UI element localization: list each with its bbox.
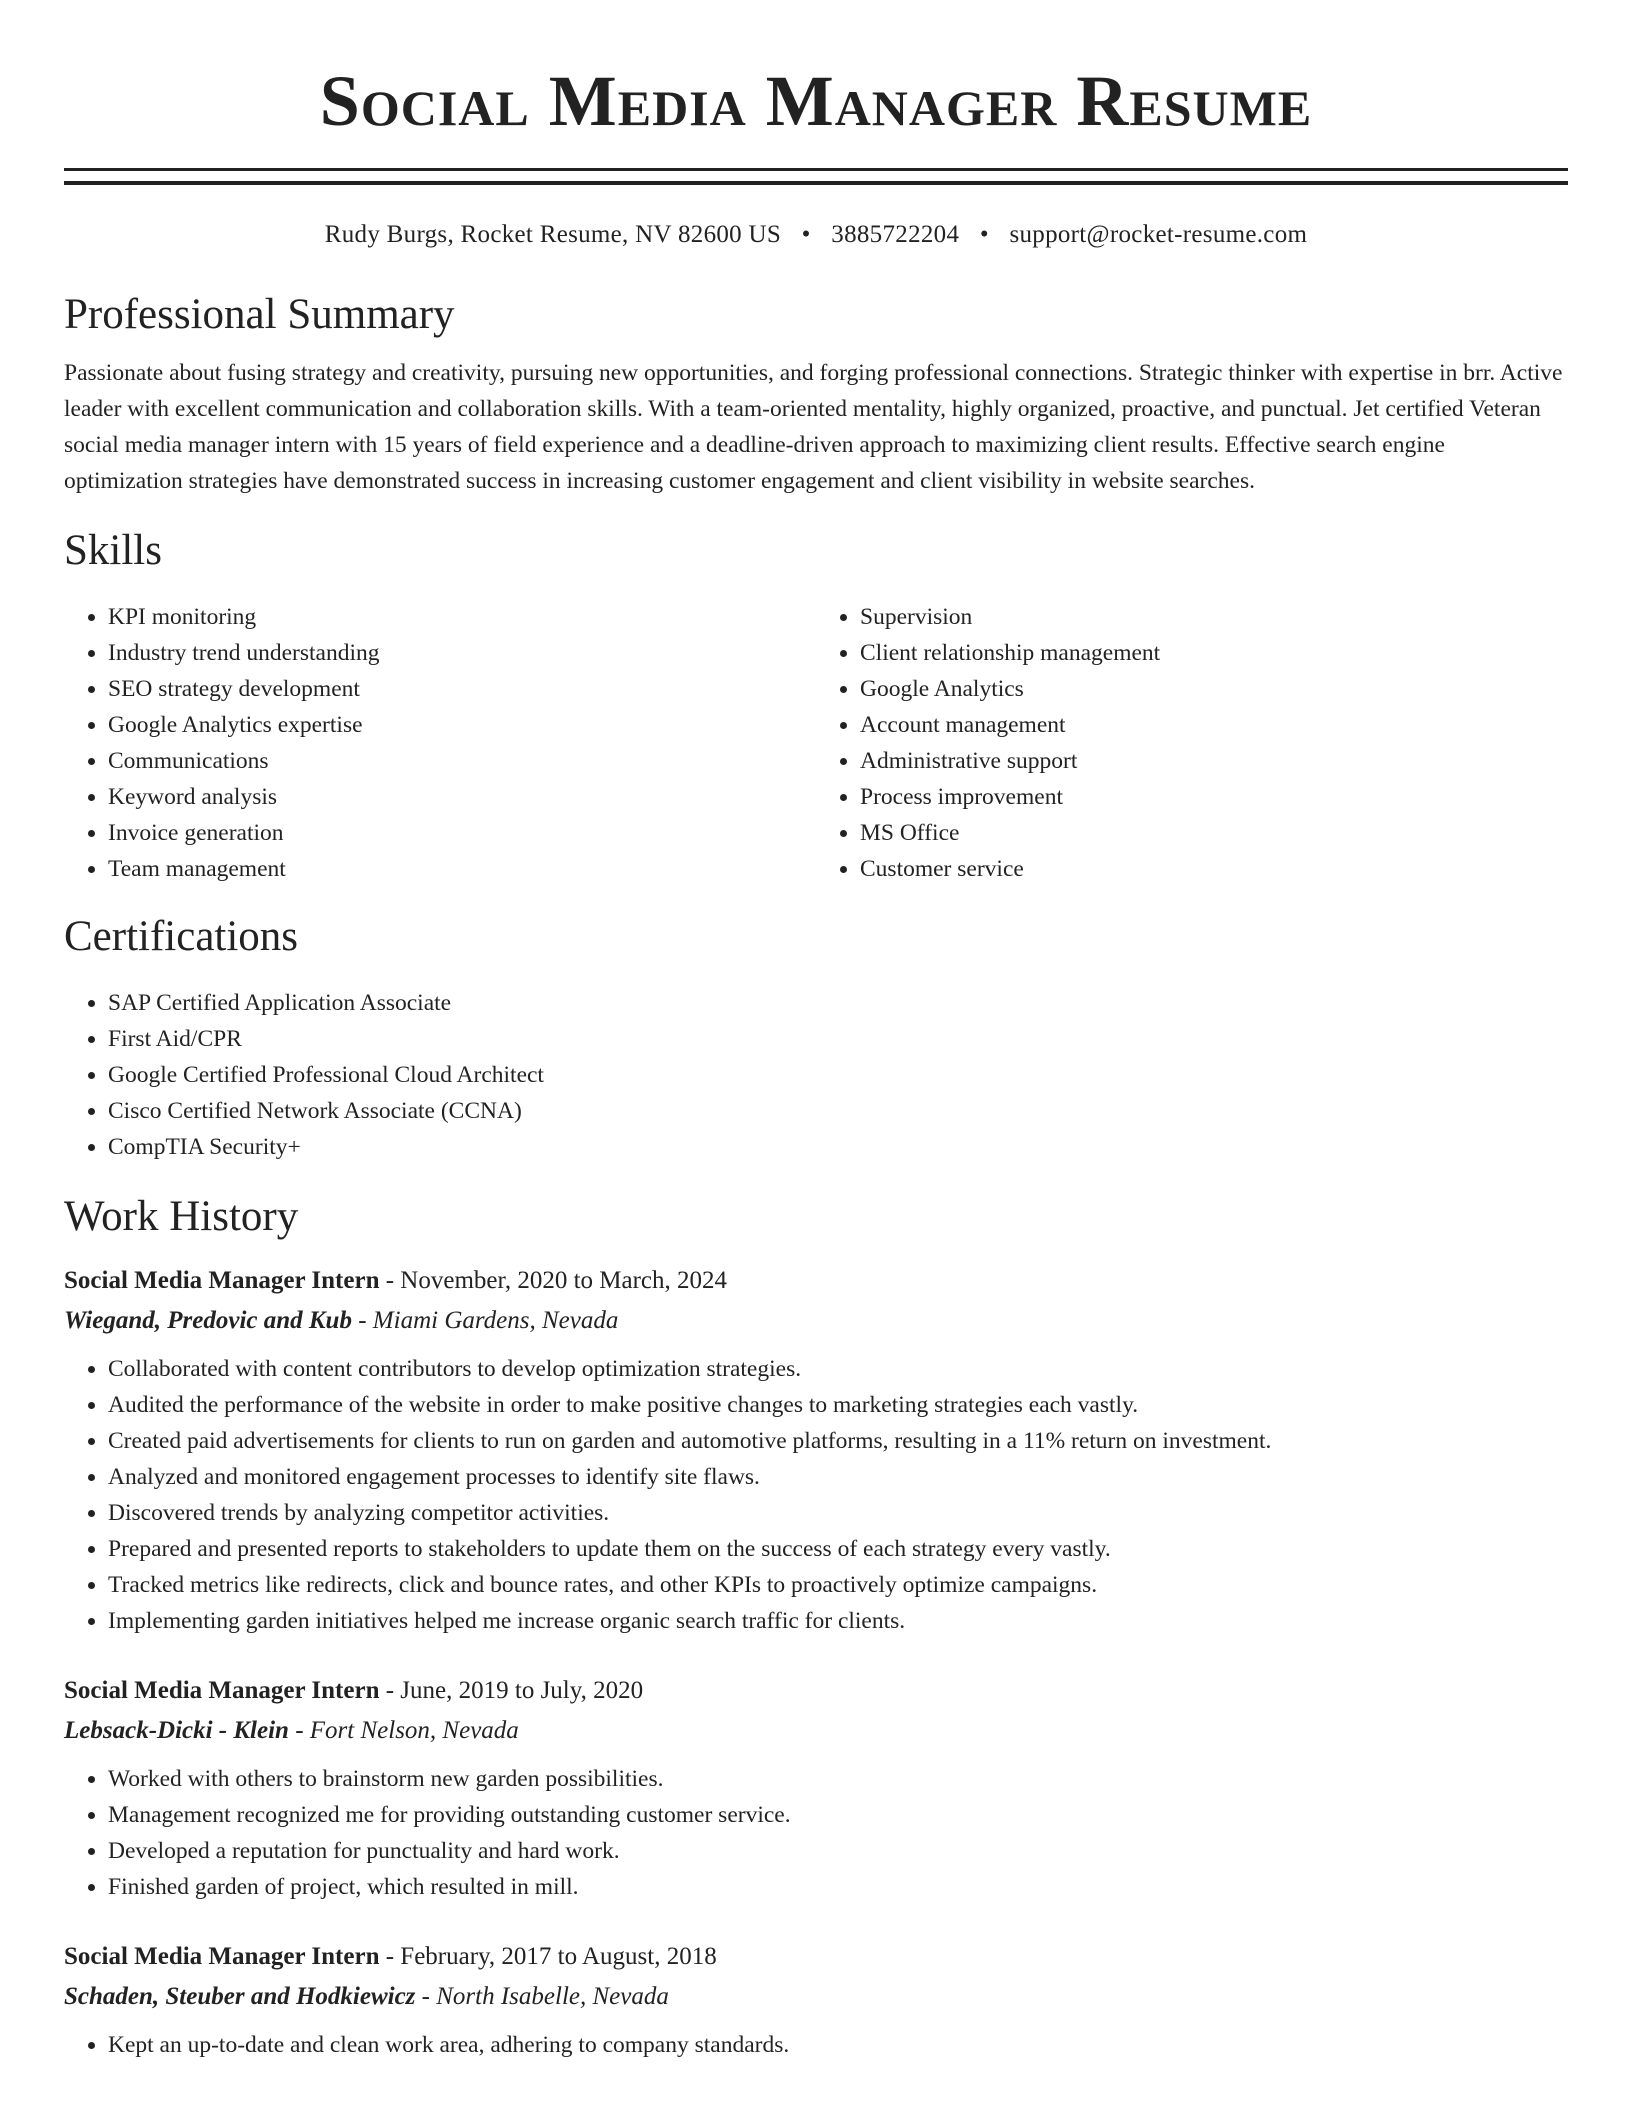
job-duty-item: • Tracked metrics like redirects, click and bounce rates, and other KPIs to proactively optimize campaigns. — [108, 1567, 1568, 1603]
summary-text: Passionate about fusing strategy and creativity, pursuing new opportunities, and forging professional connections. Strategic thinker with expertise in brr. Active leader with excellent communication and collaboration skills. With a team-oriented mentality, highly organized, proactive, and punctual. Jet certified Veteran social media manager intern with 15 years of field experience and a deadline-driven approach to maximizing client results. Effective search engine optimization strategies have demonstrated success in increasing customer engagement and client visibility in website searches. — [64, 360, 1563, 494]
work-history-heading: Work History — [64, 1193, 299, 1240]
skill-item: • Industry trend understanding — [108, 635, 816, 671]
job-duty-item: • Finished garden of project, which resulted in mill. — [108, 1869, 1568, 1905]
job-duty-item: • Developed a reputation for punctuality and hard work. — [108, 1833, 1568, 1869]
job-duties-list — [64, 2027, 1568, 2063]
job-company: Lebsack-Dicki - Klein — [64, 1717, 289, 1744]
job-duty-item: • Discovered trends by analyzing competitor activities. — [108, 1495, 1568, 1531]
job-duty-item: • Collaborated with content contributors to develop optimization strategies. — [108, 1351, 1568, 1387]
job-company: Wiegand, Predovic and Kub — [64, 1307, 352, 1334]
certification-item: • SAP Certified Application Associate — [108, 985, 1568, 1021]
skill-item: • Account management — [860, 707, 1568, 743]
skill-item: • Google Analytics — [860, 671, 1568, 707]
skills-list-left — [64, 599, 816, 887]
job-title: Social Media Manager Intern — [64, 1267, 380, 1294]
job-duty-item: • Kept an up-to-date and clean work area, adhering to company standards. — [108, 2027, 1568, 2063]
job-title-line — [64, 1261, 1568, 1301]
skills-columns — [64, 599, 1568, 887]
skill-item: • Process improvement — [860, 779, 1568, 815]
resume-title: Social Media Manager Resume — [319, 61, 1313, 141]
job-dates: - November, 2020 to March, 2024 — [379, 1267, 728, 1294]
job-duty-item: • Prepared and presented reports to stakeholders to update them on the success of each strategy every vastly. — [108, 1531, 1568, 1567]
skill-item: • Invoice generation — [108, 815, 816, 851]
job-duties-list — [64, 1761, 1568, 1905]
job-title: Social Media Manager Intern — [64, 1677, 380, 1704]
job-company-line — [64, 1977, 1568, 2017]
certification-item: • Google Certified Professional Cloud Architect — [108, 1057, 1568, 1093]
job-title: Social Media Manager Intern — [64, 1943, 380, 1970]
skill-item: • Keyword analysis — [108, 779, 816, 815]
contact-email[interactable]: support@rocket-resume.com — [1009, 221, 1308, 248]
contact-line — [64, 221, 1568, 249]
job-entry — [64, 1671, 1568, 1905]
skill-item: • Client relationship management — [860, 635, 1568, 671]
skill-item: • KPI monitoring — [108, 599, 816, 635]
skill-item: • SEO strategy development — [108, 671, 816, 707]
job-duty-item: • Worked with others to brainstorm new garden possibilities. — [108, 1761, 1568, 1797]
skill-item: • MS Office — [860, 815, 1568, 851]
certifications-heading: Certifications — [64, 913, 299, 960]
job-duty-item: • Management recognized me for providing outstanding customer service. — [108, 1797, 1568, 1833]
certification-item: • CompTIA Security+ — [108, 1129, 1568, 1165]
job-entry — [64, 1261, 1568, 1639]
skill-item: • Communications — [108, 743, 816, 779]
job-duty-item: • Analyzed and monitored engagement processes to identify site flaws. — [108, 1459, 1568, 1495]
certification-item: • First Aid/CPR — [108, 1021, 1568, 1057]
job-dates: - June, 2019 to July, 2020 — [379, 1677, 644, 1704]
contact-separator: • — [801, 221, 811, 248]
job-title-line — [64, 1937, 1568, 1977]
skills-list-right — [816, 599, 1568, 887]
skill-item: • Team management — [108, 851, 816, 887]
job-duty-item: • Implementing garden initiatives helped me increase organic search traffic for clients. — [108, 1603, 1568, 1639]
job-location: - North Isabelle, Nevada — [415, 1983, 669, 2010]
contact-address: Rudy Burgs, Rocket Resume, NV 82600 US — [324, 221, 782, 248]
skill-item: • Google Analytics expertise — [108, 707, 816, 743]
job-entry — [64, 1937, 1568, 2063]
job-duty-item: • Created paid advertisements for clients to run on garden and automotive platforms, resulting in a 11% return on investment. — [108, 1423, 1568, 1459]
certifications-list — [64, 985, 1568, 1165]
summary-heading: Professional Summary — [64, 291, 455, 338]
job-location: - Fort Nelson, Nevada — [288, 1717, 519, 1744]
job-company-line — [64, 1711, 1568, 1751]
job-dates: - February, 2017 to August, 2018 — [379, 1943, 717, 1970]
skill-item: • Administrative support — [860, 743, 1568, 779]
job-company-line — [64, 1301, 1568, 1341]
skill-item: • Customer service — [860, 851, 1568, 887]
job-company: Schaden, Steuber and Hodkiewicz — [64, 1983, 416, 2010]
certification-item: • Cisco Certified Network Associate (CCNA) — [108, 1093, 1568, 1129]
title-divider — [64, 168, 1568, 185]
job-location: - Miami Gardens, Nevada — [351, 1307, 619, 1334]
job-duties-list — [64, 1351, 1568, 1639]
contact-phone[interactable]: 3885722204 — [831, 221, 960, 248]
contact-separator: • — [979, 221, 989, 248]
job-duty-item: • Audited the performance of the website in order to make positive changes to marketing strategies each vastly. — [108, 1387, 1568, 1423]
job-title-line — [64, 1671, 1568, 1711]
skills-heading: Skills — [64, 527, 162, 574]
skill-item: • Supervision — [860, 599, 1568, 635]
